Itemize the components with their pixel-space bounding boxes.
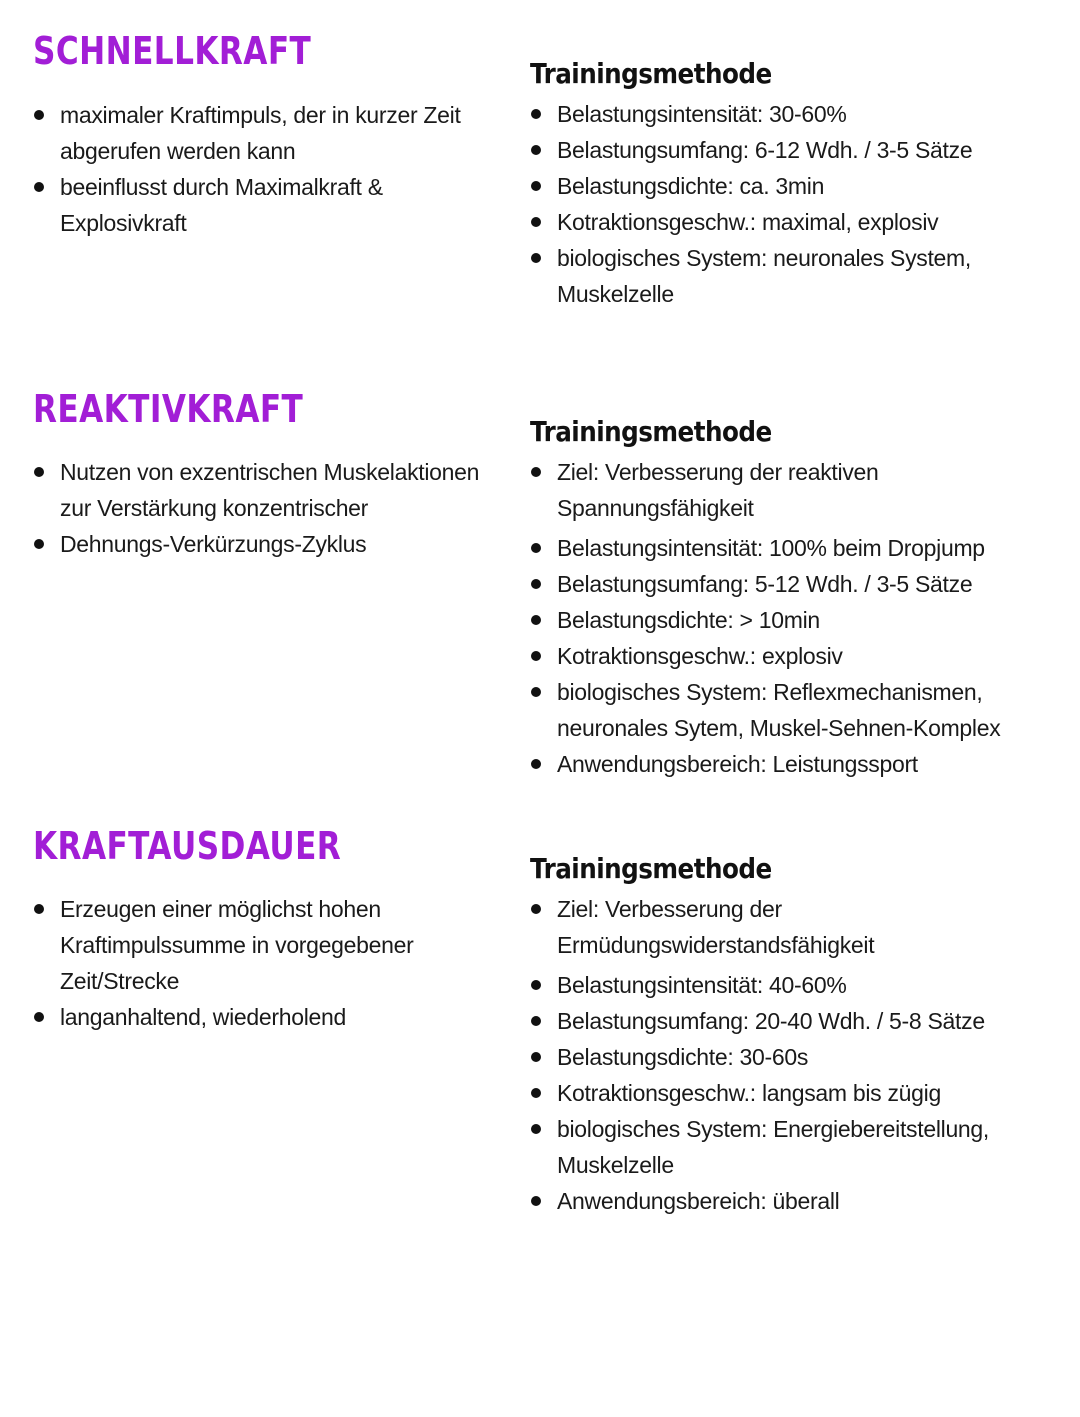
method-column [530,56,1050,312]
list-item: Belastungsintensität: 40-60% [530,967,1050,1003]
list-item: Belastungsumfang: 5-12 Wdh. / 3-5 Sätze [530,566,1050,602]
method-title: Trainingsmethode [530,57,772,90]
definition-list [33,891,493,1035]
method-column [530,851,1050,1219]
list-item: Ziel: Verbesserung der reaktiven Spannungsfähigkeit [530,454,1050,526]
section-heading: SCHNELLKRAFT [33,29,312,73]
list-item: Nutzen von exzentrischen Muskelaktionen zur Verstärkung konzentrischer [33,454,493,526]
list-item: Belastungsintensität: 30-60% [530,96,1050,132]
list-item: Anwendungsbereich: Leistungssport [530,746,1050,782]
list-item: biologisches System: neuronales System, Muskelzelle [530,240,1050,312]
list-item: Erzeugen einer möglichst hohen Kraftimpulssumme in vorgegebener Zeit/Strecke [33,891,493,999]
list-item: Ziel: Verbesserung der Ermüdungswiderstandsfähigkeit [530,891,1050,963]
list-item: langanhaltend, wiederholend [33,999,493,1035]
list-item: Dehnungs-Verkürzungs-Zyklus [33,526,493,562]
list-item: maximaler Kraftimpuls, der in kurzer Zeit abgerufen werden kann [33,97,493,169]
list-item: Belastungsdichte: > 10min [530,602,1050,638]
list-item: biologisches System: Energiebereitstellung, Muskelzelle [530,1111,1050,1183]
definition-column [33,28,493,241]
list-item: Anwendungsbereich: überall [530,1183,1050,1219]
method-list [530,454,1050,782]
list-item: Kotraktionsgeschw.: langsam bis zügig [530,1075,1050,1111]
method-list [530,96,1050,312]
list-item: Kotraktionsgeschw.: maximal, explosiv [530,204,1050,240]
method-column [530,414,1050,782]
list-item: Belastungsintensität: 100% beim Dropjump [530,530,1050,566]
list-item: biologisches System: Reflexmechanismen, neuronales Sytem, Muskel-Sehnen-Komplex [530,674,1050,746]
method-list [530,891,1050,1219]
method-title: Trainingsmethode [530,415,772,448]
list-item: Belastungsumfang: 20-40 Wdh. / 5-8 Sätze [530,1003,1050,1039]
list-item: Kotraktionsgeschw.: explosiv [530,638,1050,674]
definition-list [33,97,493,241]
method-title: Trainingsmethode [530,852,772,885]
section-heading: REAKTIVKRAFT [33,387,304,431]
definition-column [33,386,493,562]
definition-column [33,823,493,1035]
list-item: Belastungsdichte: ca. 3min [530,168,1050,204]
definition-list [33,454,493,562]
list-item: Belastungsumfang: 6-12 Wdh. / 3-5 Sätze [530,132,1050,168]
list-item: Belastungsdichte: 30-60s [530,1039,1050,1075]
section-heading: KRAFTAUSDAUER [33,824,342,868]
list-item: beeinflusst durch Maximalkraft & Explosivkraft [33,169,493,241]
